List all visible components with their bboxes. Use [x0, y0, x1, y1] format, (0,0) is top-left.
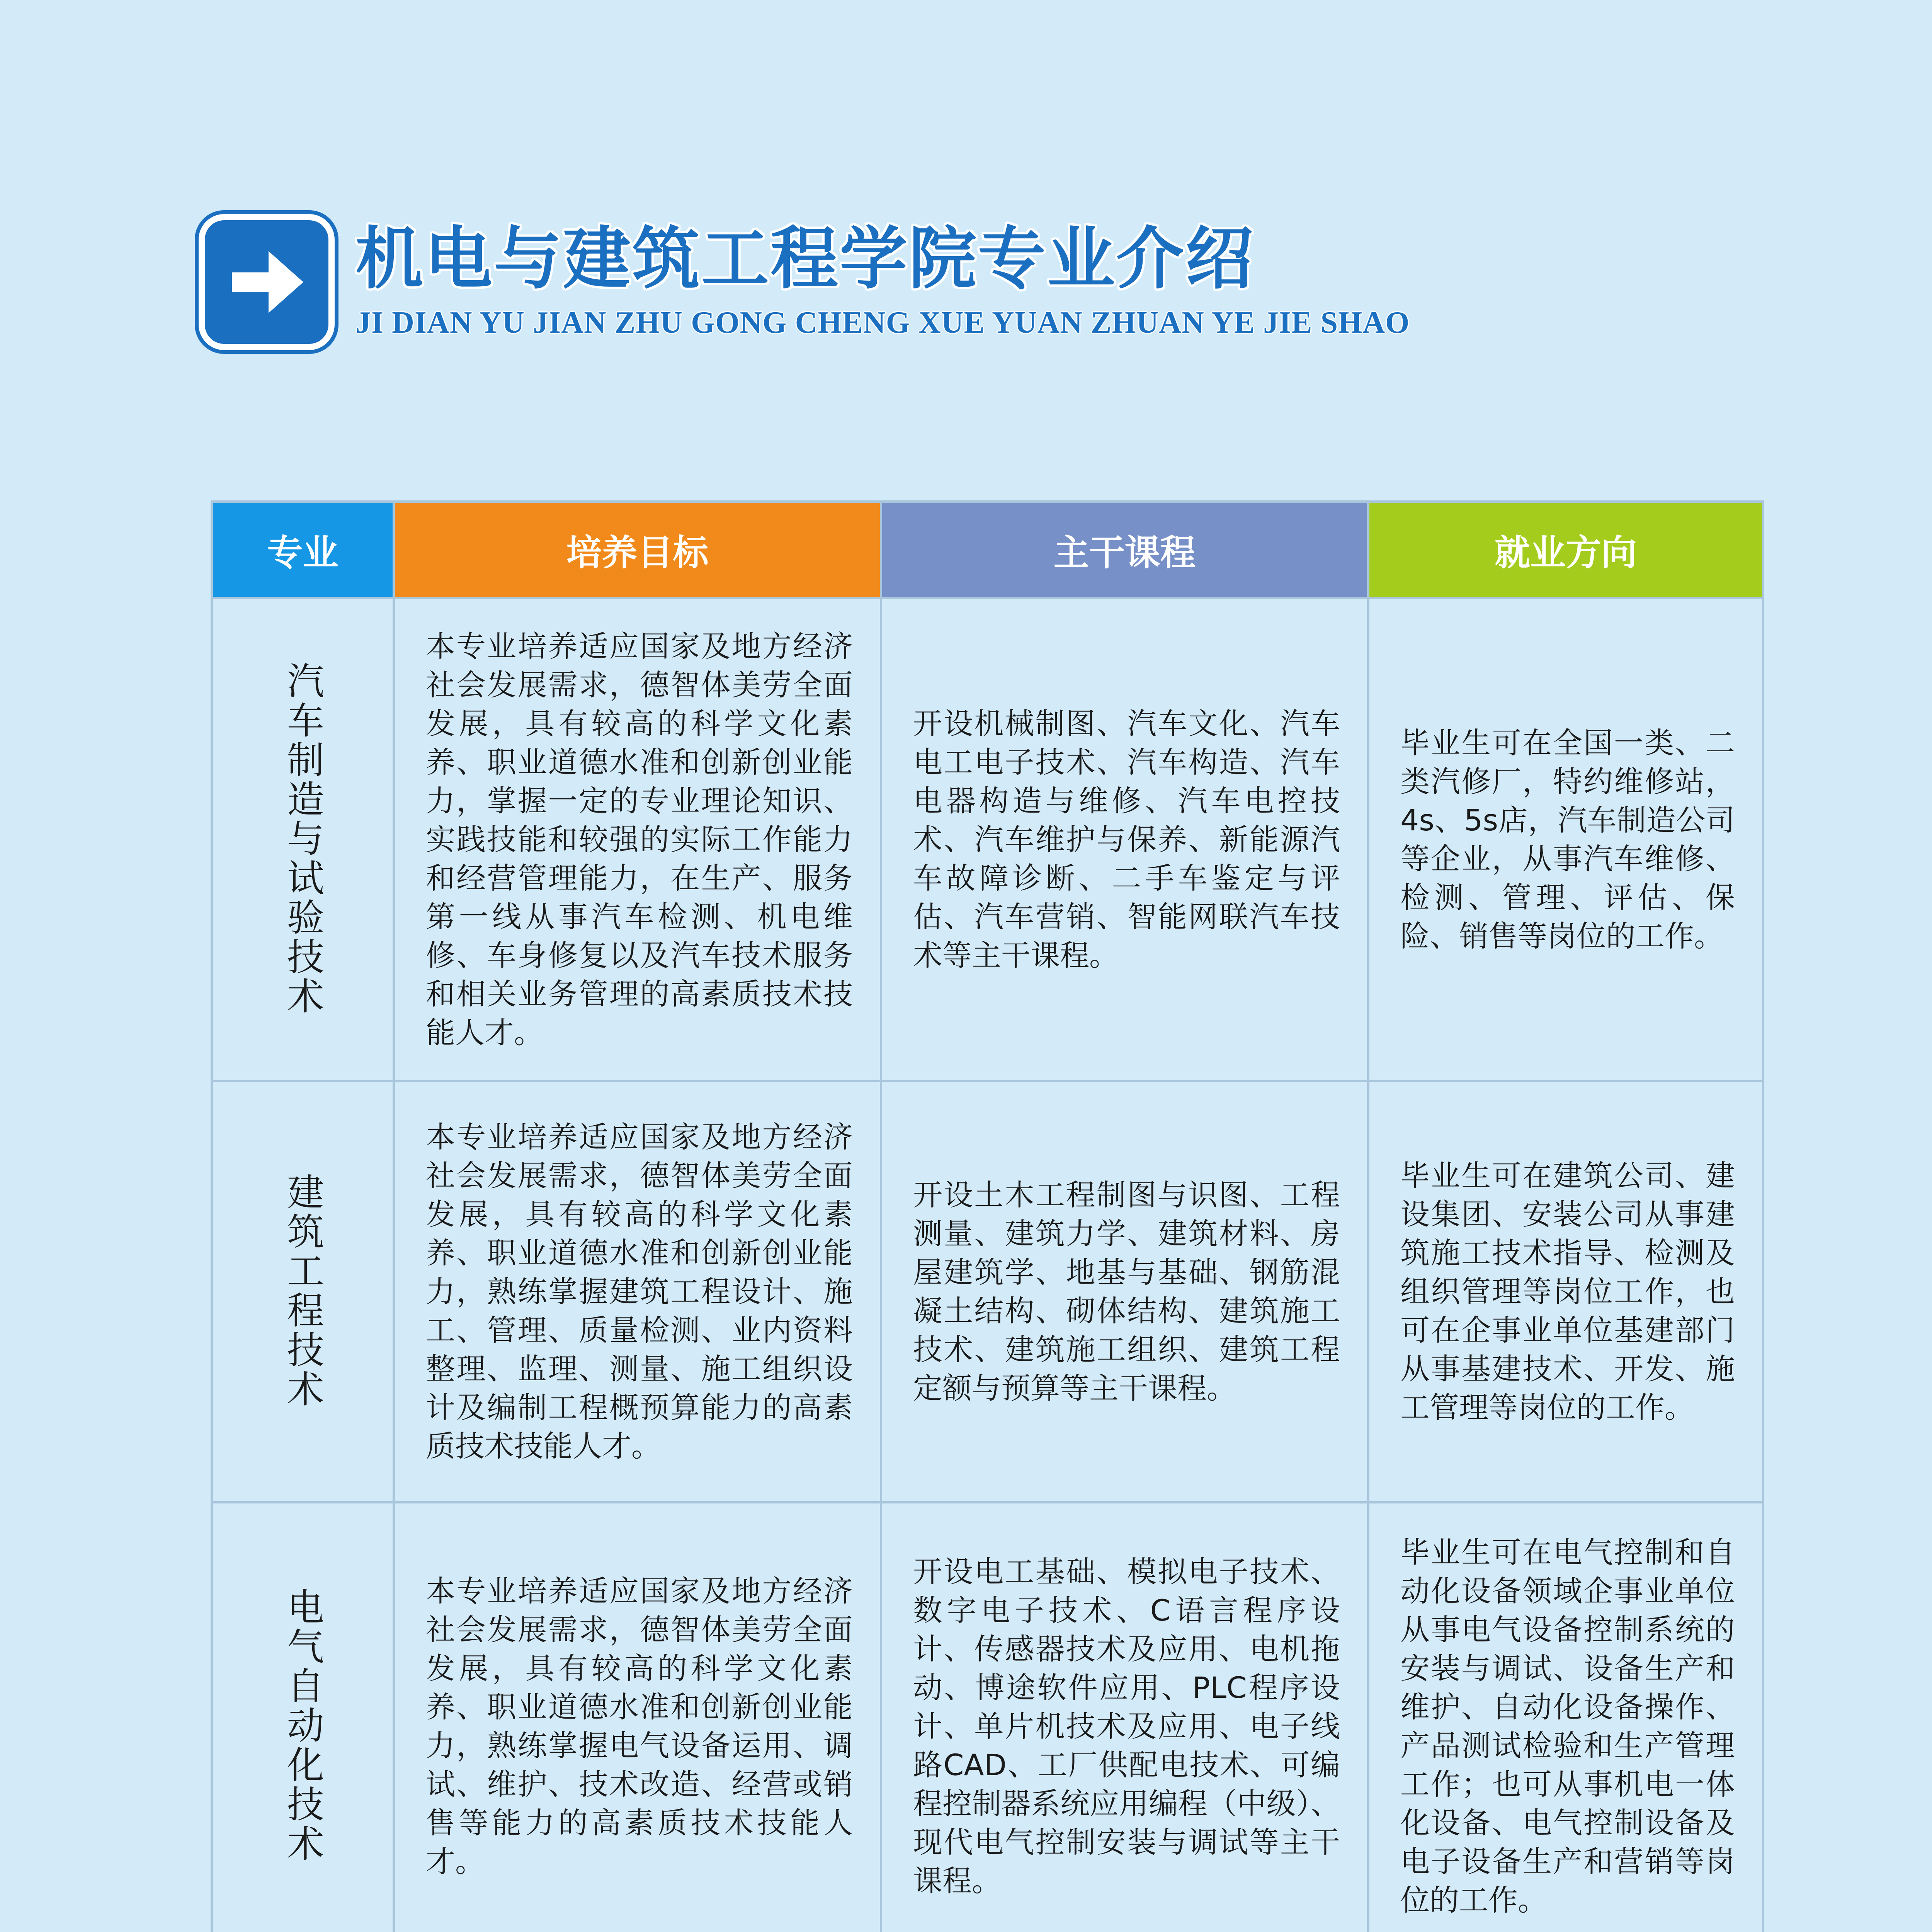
goal-cell: [394, 1502, 881, 1932]
table-row: [212, 1502, 1763, 1932]
page-title-pinyin: JI DIAN YU JIAN ZHU GONG CHENG XUE YUAN ZHUAN YE JIE SHAO: [355, 306, 1410, 340]
major-cell: [212, 1081, 394, 1502]
courses-text: 开设机械制图、汽车文化、汽车电工电子技术、汽车构造、汽车电器构造与维修、汽车电控技术、汽车维护与保养、新能源汽车故障诊断、二手车鉴定与评估、汽车营销、智能网联汽车技术等主干课程。: [913, 706, 1340, 973]
majors-table: [211, 500, 1764, 1932]
jobs-text: 毕业生可在电气控制和自动化设备领域企事业单位从事电气设备控制系统的安装与调试、设备生产和维护、自动化设备操作、产品测试检验和生产管理工作；也可从事机电一体化设备、电气控制设备及电子设备生产和营销等岗位的工作。: [1400, 1535, 1735, 1917]
page-title: 机电与建筑工程学院专业介绍: [355, 219, 1255, 298]
courses-text: 开设土木工程制图与识图、工程测量、建筑力学、建筑材料、房屋建筑学、地基与基础、钢筋混凝土结构、砌体结构、建筑施工技术、建筑施工组织、建筑工程定额与预算等主干课程。: [913, 1178, 1340, 1405]
goal-cell: [394, 1081, 881, 1502]
goal-text: 本专业培养适应国家及地方经济社会发展需求，德智体美劳全面发展，具有较高的科学文化素养、职业道德水准和创新创业能力，熟练掌握电气设备运用、调试、维护、技术改造、经营或销售等能力的高素质技术技能人才。: [426, 1574, 853, 1879]
goal-text: 本专业培养适应国家及地方经济社会发展需求，德智体美劳全面发展，具有较高的科学文化素养、职业道德水准和创新创业能力，掌握一定的专业理论知识、实践技能和较强的实际工作能力和经营管理能力，在生产、服务第一线从事汽车检测、机电维修、车身修复以及汽车技术服务和相关业务管理的高素质技术技能人才。: [426, 629, 853, 1050]
courses-cell: [881, 598, 1368, 1081]
goal-cell: [394, 598, 881, 1081]
jobs-cell: [1368, 1081, 1763, 1502]
table-row: [212, 1081, 1763, 1502]
jobs-text: 毕业生可在全国一类、二类汽修厂，特约维修站，4s、5s店，汽车制造公司等企业，从事汽车维修、检测、管理、评估、保险、销售等岗位的工作。: [1400, 726, 1735, 953]
courses-cell: [881, 1081, 1368, 1502]
page-header: [205, 216, 1519, 348]
goal-text: 本专业培养适应国家及地方经济社会发展需求，德智体美劳全面发展，具有较高的科学文化素养、职业道德水准和创新创业能力，熟练掌握建筑工程设计、施工、管理、质量检测、业内资料整理、监理、测量、施工组织设计及编制工程概预算能力的高素质技术技能人才。: [426, 1120, 853, 1463]
major-cell: [212, 598, 394, 1081]
major-name: 汽车制造与试验技术: [281, 662, 325, 1016]
header-goal: 培养目标: [394, 502, 881, 598]
table-row: [212, 598, 1763, 1081]
major-cell: [212, 1502, 394, 1932]
courses-cell: [881, 1502, 1368, 1932]
major-name: 电气自动化技术: [281, 1588, 325, 1864]
jobs-text: 毕业生可在建筑公司、建设集团、安装公司从事建筑施工技术指导、检测及组织管理等岗位工作，也可在企事业单位基建部门从事基建技术、开发、施工管理等岗位的工作。: [1400, 1158, 1735, 1425]
jobs-cell: [1368, 1502, 1763, 1932]
major-name: 建筑工程技术: [281, 1173, 325, 1409]
header-courses: 主干课程: [881, 502, 1368, 598]
table-header-row: [212, 502, 1763, 598]
arrow-right-icon: [205, 220, 328, 344]
header-major: 专业: [212, 502, 394, 598]
header-jobs: 就业方向: [1368, 502, 1763, 598]
jobs-cell: [1368, 598, 1763, 1081]
courses-text: 开设电工基础、模拟电子技术、数字电子技术、C语言程序设计、传感器技术及应用、电机拖动、博途软件应用、PLC程序设计、单片机技术及应用、电子线路CAD、工厂供配电技术、可编程控制器系统应用编程（中级）、现代电气控制安装与调试等主干课程。: [913, 1554, 1340, 1898]
